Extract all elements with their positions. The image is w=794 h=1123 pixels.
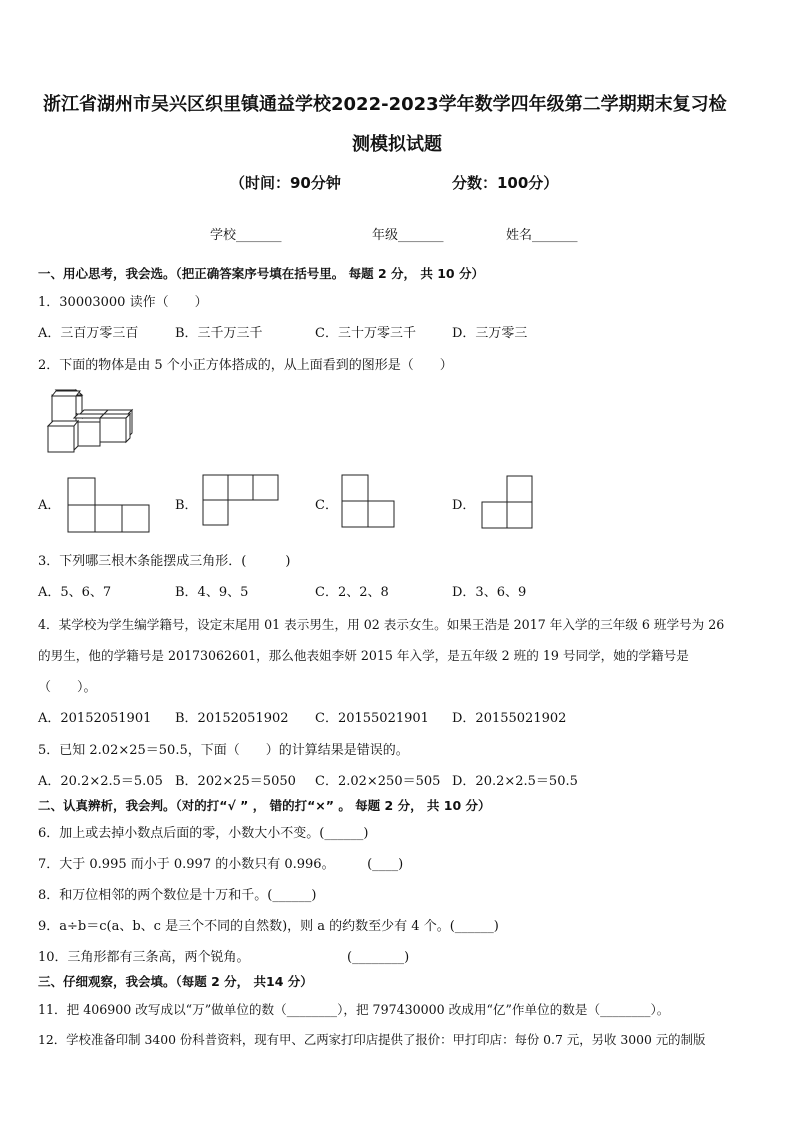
q1-option-c: C．三十万零三千 <box>315 326 416 341</box>
question-5: 5．已知 2.02×25＝50.5，下面（ ）的计算结果是错误的。 <box>38 743 409 758</box>
question-3: 3．下列哪三根木条能摆成三角形．( ) <box>38 554 291 569</box>
q4-option-d: D．20155021902 <box>452 711 567 726</box>
question-1: 1．30003000 读作（ ） <box>38 295 208 310</box>
q4-option-a: A．20152051901 <box>38 711 152 726</box>
q3-option-d: D．3、6、9 <box>452 585 527 600</box>
question-10: 10．三角形都有三条高，两个锐角。 (________) <box>38 950 410 965</box>
q2-option-d: D． <box>452 498 476 513</box>
q2-option-b: B． <box>175 498 198 513</box>
section-1-heading: 一、用心思考，我会选。（把正确答案序号填在括号里。 每题 2 分， 共 10 分） <box>38 266 484 281</box>
q4-option-b: B．20152051902 <box>175 711 289 726</box>
q5-option-b: B．202×25＝5050 <box>175 774 296 789</box>
q1-option-a: A．三百万零三百 <box>38 326 139 341</box>
question-7: 7．大于 0.995 而小于 0.997 的小数只有 0.996。 (____) <box>38 857 404 872</box>
question-8: 8．和万位相邻的两个数位是十万和千。(______) <box>38 888 317 903</box>
q1-option-d: D．三万零三 <box>452 326 528 341</box>
section-3-heading: 三、仔细观察，我会填。（每题 2 分， 共14 分） <box>38 974 313 989</box>
q2-option-a: A． <box>38 498 61 513</box>
page-title-line2: 测模拟试题 <box>352 134 442 155</box>
exam-score: 分数：100分） <box>452 174 559 192</box>
q5-option-a: A．20.2×2.5＝5.05 <box>38 774 163 789</box>
q2-option-c: C． <box>315 498 338 513</box>
question-12: 12．学校准备印制 3400 份科普资料，现有甲、乙两家打印店提供了报价：甲打印店：每份 0.7 元，另收 3000 元的制版 <box>38 1032 706 1047</box>
question-2: 2．下面的物体是由 5 个小正方体搭成的，从上面看到的图形是（ ） <box>38 358 453 373</box>
q4-option-c: C．20155021901 <box>315 711 429 726</box>
q1-option-b: B．三千万三千 <box>175 326 263 341</box>
cube-stack-figure <box>44 388 136 454</box>
question-4-line1: 4．某学校为学生编学籍号，设定末尾用 01 表示男生，用 02 表示女生。如果王浩是 2017 年入学的三年级 6 班学号为 26 <box>38 617 725 632</box>
q3-option-a: A．5、6、7 <box>38 585 112 600</box>
question-4-line2: 的男生，他的学籍号是 20173062601，那么他表姐李妍 2015 年入学，是五年级 2 班的 19 号同学，她的学籍号是 <box>38 648 689 663</box>
question-6: 6．加上或去掉小数点后面的零，小数大小不变。(______) <box>38 826 369 841</box>
q2-option-d-figure <box>481 475 535 531</box>
page-title: 浙江省湖州市吴兴区织里镇通益学校2022-2023学年数学四年级第二学期期末复习检 <box>43 94 727 115</box>
question-11: 11．把 406900 改写成以“万”做单位的数（________），把 797430000 改成用“亿”作单位的数是（________）。 <box>38 1002 670 1017</box>
name-field: 姓名_______ <box>506 228 578 243</box>
q2-option-b-figure <box>202 474 280 528</box>
school-field: 学校_______ <box>210 228 282 243</box>
q5-option-c: C．2.02×250＝505 <box>315 774 441 789</box>
section-2-heading: 二、认真辨析，我会判。（对的打“√ ” ， 错的打“×” 。 每题 2 分， 共 10 分） <box>38 798 491 813</box>
question-9: 9．a÷b＝c(a、b、c 是三个不同的自然数)，则 a 的约数至少有 4 个。(______) <box>38 919 499 934</box>
q3-option-c: C．2、2、8 <box>315 585 389 600</box>
question-4-line3: （ ）。 <box>38 680 97 695</box>
q3-option-b: B．4、9、5 <box>175 585 249 600</box>
q2-option-a-figure <box>67 477 151 533</box>
exam-time: （时间：90分钟 <box>230 174 341 192</box>
q5-option-d: D．20.2×2.5＝50.5 <box>452 774 578 789</box>
grade-field: 年级_______ <box>372 228 444 243</box>
q2-option-c-figure <box>341 474 397 530</box>
